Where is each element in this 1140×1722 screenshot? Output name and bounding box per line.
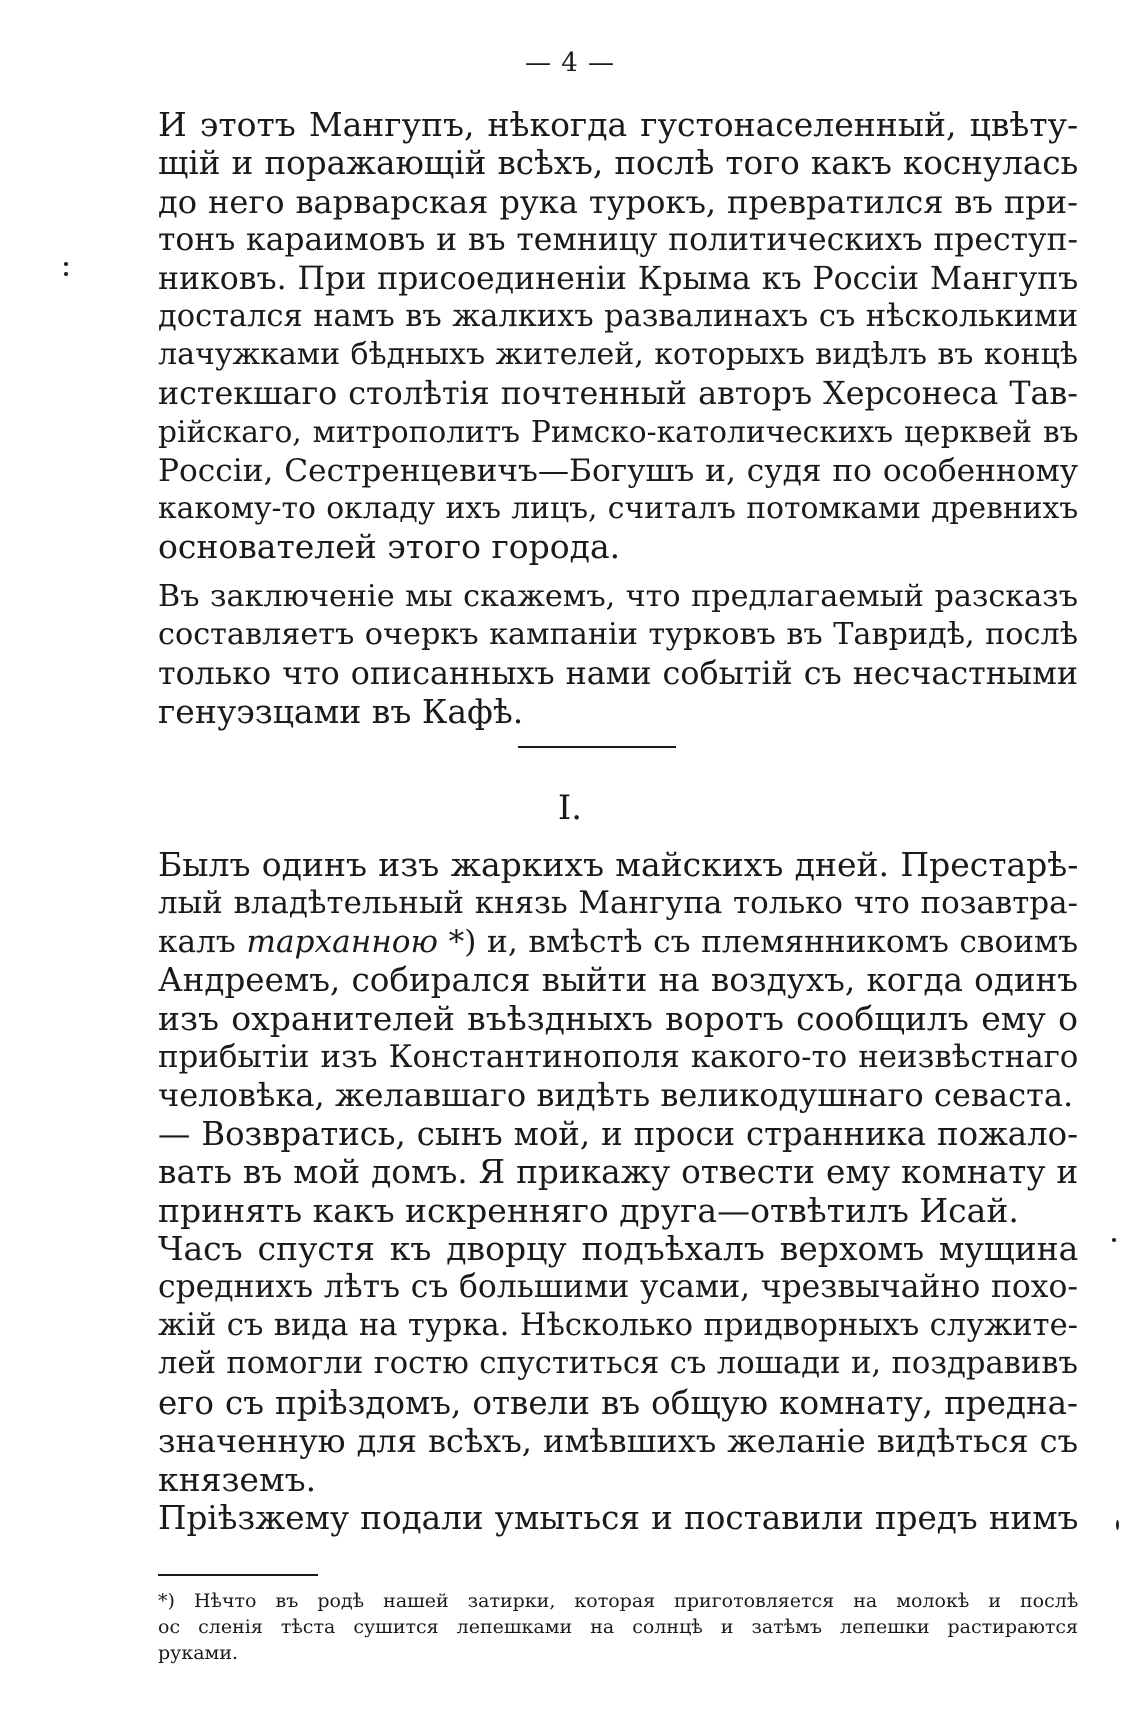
footnote-line: ос сленія тѣста сушится лепешками на солнцѣ и затѣмъ лепешки растираются — [158, 1616, 1078, 1638]
print-speck — [64, 262, 68, 266]
text-line: среднихъ лѣтъ съ большими усами, чрезвычайно похо- — [158, 1269, 1078, 1306]
text-line: Въ заключеніе мы скажемъ, что предлагаемый разсказъ — [158, 579, 1078, 614]
footnote-line: руками. — [158, 1642, 239, 1664]
conclusion-paragraph — [158, 578, 1078, 732]
text-line: жій съ вида на турка. Нѣсколько придворныхъ служите- — [158, 1307, 1078, 1343]
text-line: рійскаго, митрополитъ Римско-католическихъ церквей въ — [158, 414, 1079, 450]
text-line: изъ охранителей въѣздныхъ воротъ сообщилъ ему о — [158, 998, 1079, 1038]
text-line: Андреемъ, собирался выйти на воздухъ, когда одинъ — [158, 961, 1078, 1000]
text-line: лачужками бѣдныхъ жителей, которыхъ видѣлъ въ концѣ — [158, 337, 1078, 373]
footnote-line: *) Нѣчто въ родѣ нашей затирки, которая приготовляется на молокѣ и послѣ — [158, 1590, 1079, 1612]
text-line — [158, 923, 1078, 961]
text-line: какому-то окладу ихъ лицъ, считалъ потомками древнихъ — [158, 491, 1079, 527]
text-line: щій и поражающій всѣхъ, послѣ того какъ коснулась — [158, 144, 1079, 183]
text-line: его съ пріѣздомъ, отвели въ общую комнату, предна- — [158, 1383, 1078, 1422]
paragraph-washing — [158, 1499, 1078, 1537]
text-fragment: калъ — [158, 923, 247, 960]
text-line: вать въ мой домъ. Я прикажу отвести ему комнату и — [158, 1153, 1079, 1192]
paragraph-arrival-news — [158, 846, 1078, 1115]
italic-term: тарханною — [246, 923, 439, 960]
text-line: истекшаго столѣтія почтенный авторъ Херсонеса Тав- — [158, 375, 1078, 412]
text-line: Былъ одинъ изъ жаркихъ майскихъ дней. Престарѣ- — [158, 845, 1079, 884]
page-number: — 4 — — [524, 48, 616, 78]
paragraph-guest-arrival — [158, 1230, 1078, 1499]
text-line: Часъ спустя къ дворцу подъѣхалъ верхомъ мущина — [158, 1229, 1079, 1269]
text-line: достался намъ въ жалкихъ развалинахъ съ нѣсколькими — [158, 299, 1078, 335]
text-line: Россіи, Сестренцевичъ—Богушъ и, судя по особенному — [158, 452, 1079, 489]
print-speck — [1112, 1238, 1116, 1242]
intro-paragraph — [158, 106, 1078, 567]
print-speck — [1116, 1520, 1119, 1530]
text-line: И этотъ Мангупъ, нѣкогда густонаселенный, цвѣту- — [158, 105, 1079, 144]
text-line: составляетъ очеркъ кампаніи турковъ въ Тавридѣ, послѣ — [158, 617, 1078, 653]
text-line: до него варварская рука турокъ, превратился въ при- — [158, 182, 1078, 221]
chapter-body — [158, 846, 1078, 1537]
text-line: Пріѣзжему подали умыться и поставили предъ нимъ — [158, 1498, 1079, 1537]
text-line: основателей этого города. — [158, 527, 621, 567]
text-line: лый владѣтельный князь Мангупа только что позавтра- — [158, 885, 1078, 922]
text-line: принять какъ искренняго друга—отвѣтилъ Исай. — [158, 1190, 1019, 1230]
text-line: тонъ караимовъ и въ темницу политическихъ преступ- — [158, 222, 1079, 259]
chapter-heading: I. — [557, 788, 583, 828]
text-line: — Возвратись, сынъ мой, и проси странника пожало- — [158, 1114, 1079, 1153]
print-speck — [64, 272, 68, 276]
footnote-divider — [158, 1574, 318, 1576]
text-fragment: *) и, вмѣстѣ съ племянникомъ своимъ — [438, 923, 1079, 960]
text-line: никовъ. При присоединеніи Крыма къ Россіи Мангупъ — [158, 260, 1079, 297]
text-line: княземъ. — [158, 1459, 317, 1499]
text-line: лей помогли гостю спуститься съ лошади и, поздравивъ — [158, 1346, 1078, 1382]
footnote — [158, 1588, 1078, 1666]
text-line: прибытіи изъ Константинополя какого-то неизвѣстнаго — [158, 1039, 1079, 1076]
text-line: значенную для всѣхъ, имѣвшихъ желаніе видѣться съ — [158, 1422, 1078, 1461]
paragraph-dialogue — [158, 1115, 1078, 1230]
text-line: генуэзцами въ Кафѣ. — [158, 692, 524, 732]
text-line: человѣка, желавшаго видѣть великодушнаго севаста. — [158, 1076, 1074, 1115]
text-line: только что описанныхъ нами событій съ несчастными — [158, 655, 1078, 692]
section-divider — [518, 746, 676, 748]
